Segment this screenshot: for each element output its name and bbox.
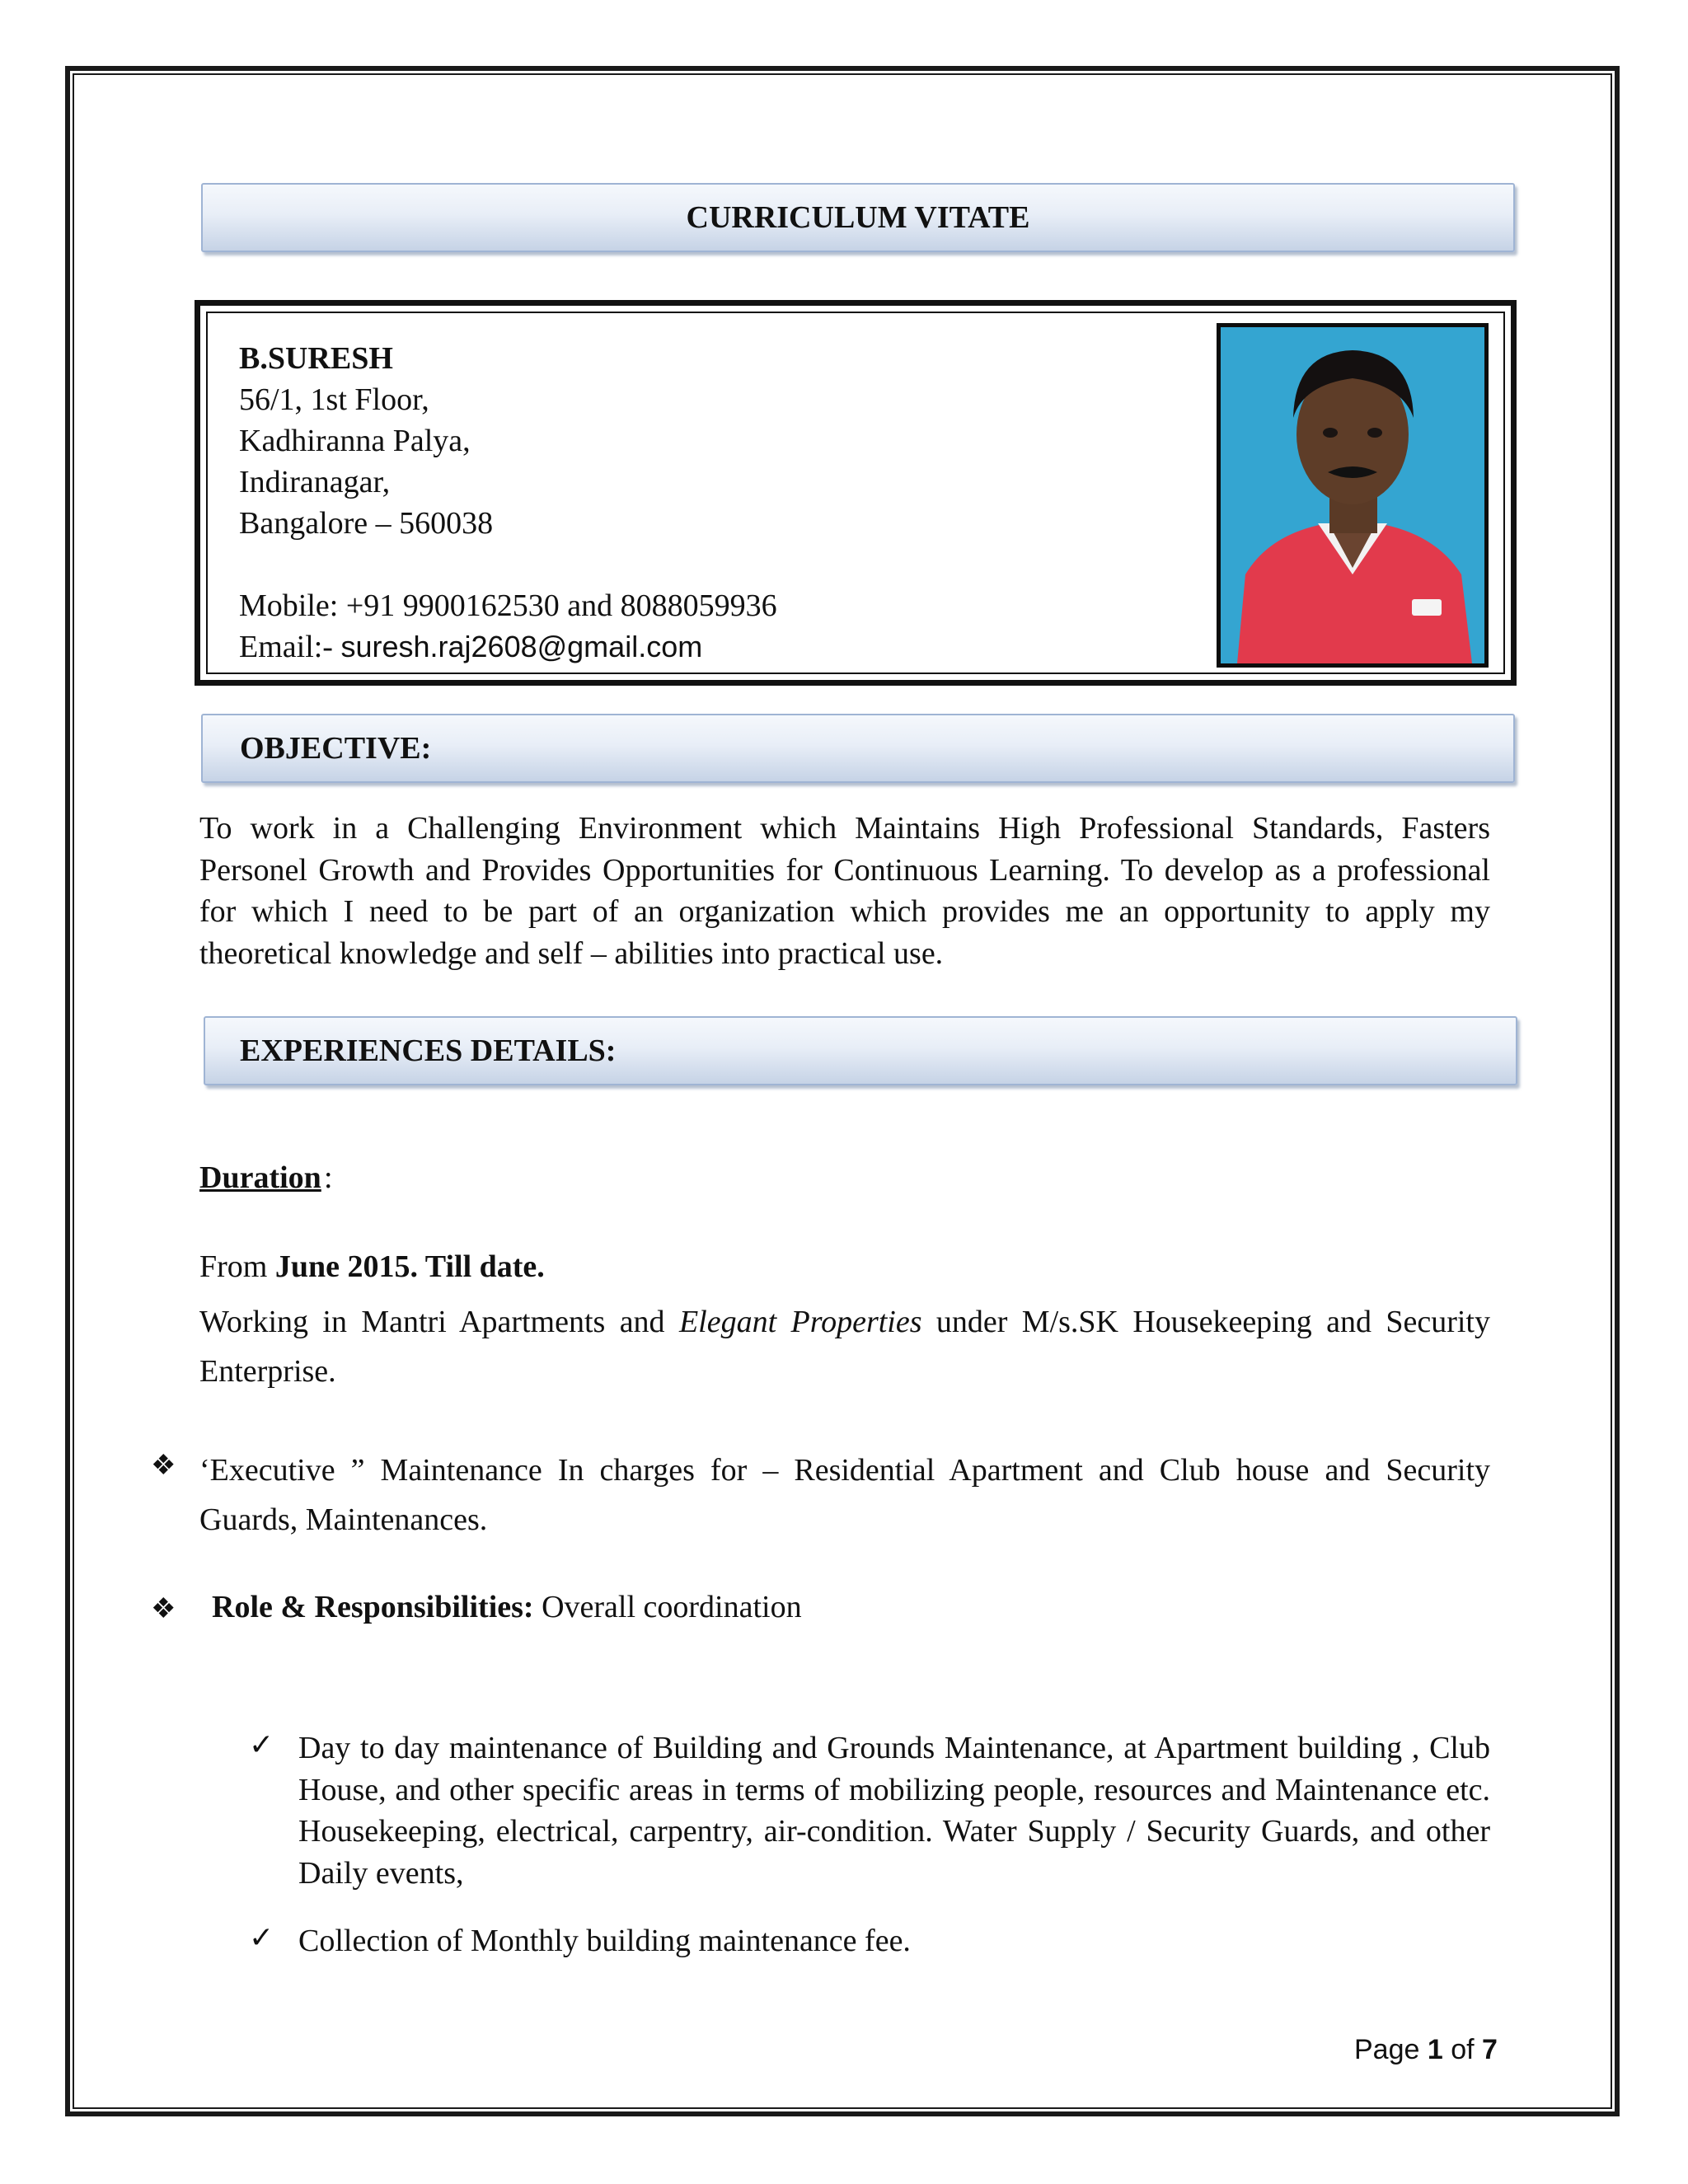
diamond-bullet-icon: ❖ xyxy=(151,1451,176,1481)
profile-photo xyxy=(1217,323,1489,668)
mobile-number: Mobile: +91 9900162530 and 8088059936 xyxy=(239,588,777,623)
duration-from: From June 2015. Till date. xyxy=(199,1249,545,1284)
person-portrait-icon xyxy=(1221,327,1484,663)
address-line: Indiranagar, xyxy=(239,465,391,499)
checkmark-icon: ✓ xyxy=(249,1921,274,1954)
duration-colon: : xyxy=(324,1160,333,1195)
address-line: Bangalore – 560038 xyxy=(239,506,494,541)
contact-details xyxy=(239,338,777,668)
candidate-name: B.SURESH xyxy=(239,341,393,376)
duration-dates: June 2015. Till date. xyxy=(274,1249,545,1284)
objective-text: To work in a Challenging Environment which Maintains High Professional Standards, Fasters Personel Growth and Provides Opportunities for Continuous Learning. To develop as a professional for which I need to be part of an organization which provides me an opportunity to apply my theoretical knowledge and self – abilities into practical use. xyxy=(199,811,1490,971)
role-text: Overall coordination xyxy=(533,1590,802,1624)
duration-label: Duration xyxy=(199,1160,321,1195)
experience-banner xyxy=(204,1016,1517,1085)
email-line xyxy=(239,626,777,668)
address-line: Kadhiranna Palya, xyxy=(239,424,471,458)
title-banner xyxy=(201,183,1515,252)
page-number: Page 1 of 7 xyxy=(1354,2034,1498,2065)
document-title: CURRICULUM VITATE xyxy=(686,200,1030,235)
employment-description: Working in Mantri Apartments and Elegant Properties under M/s.SK Housekeeping and Security Enterprise. xyxy=(199,1305,1490,1389)
email-label: Email:- xyxy=(239,630,341,664)
objective-heading: OBJECTIVE: xyxy=(240,731,432,766)
address-line: 56/1, 1st Floor, xyxy=(239,382,429,417)
checkmark-icon: ✓ xyxy=(249,1728,274,1761)
diamond-bullet-icon: ❖ xyxy=(151,1594,176,1624)
responsibility-item: Collection of Monthly building maintenance fee. xyxy=(298,1924,911,1958)
email-address: suresh.raj2608@gmail.com xyxy=(340,630,703,663)
executive-role-text: ‘Executive ” Maintenance In charges for – Residential Apartment and Club house and Security Guards, Maintenances. xyxy=(199,1453,1490,1537)
objective-banner xyxy=(201,714,1515,783)
experience-heading: EXPERIENCES DETAILS: xyxy=(240,1033,617,1068)
role-label: Role & Responsibilities: xyxy=(212,1590,534,1624)
responsibility-item: Day to day maintenance of Building and Grounds Maintenance, at Apartment building , Club House, and other specific areas in terms of mobilizing people, resources and Maintenance etc. Housekeeping, electrical, carpentry, air-condition. Water Supply / Security Guards, and other Daily events, xyxy=(298,1731,1490,1891)
company-name: Elegant Properties xyxy=(678,1305,922,1339)
role-responsibilities-line xyxy=(212,1589,802,1625)
